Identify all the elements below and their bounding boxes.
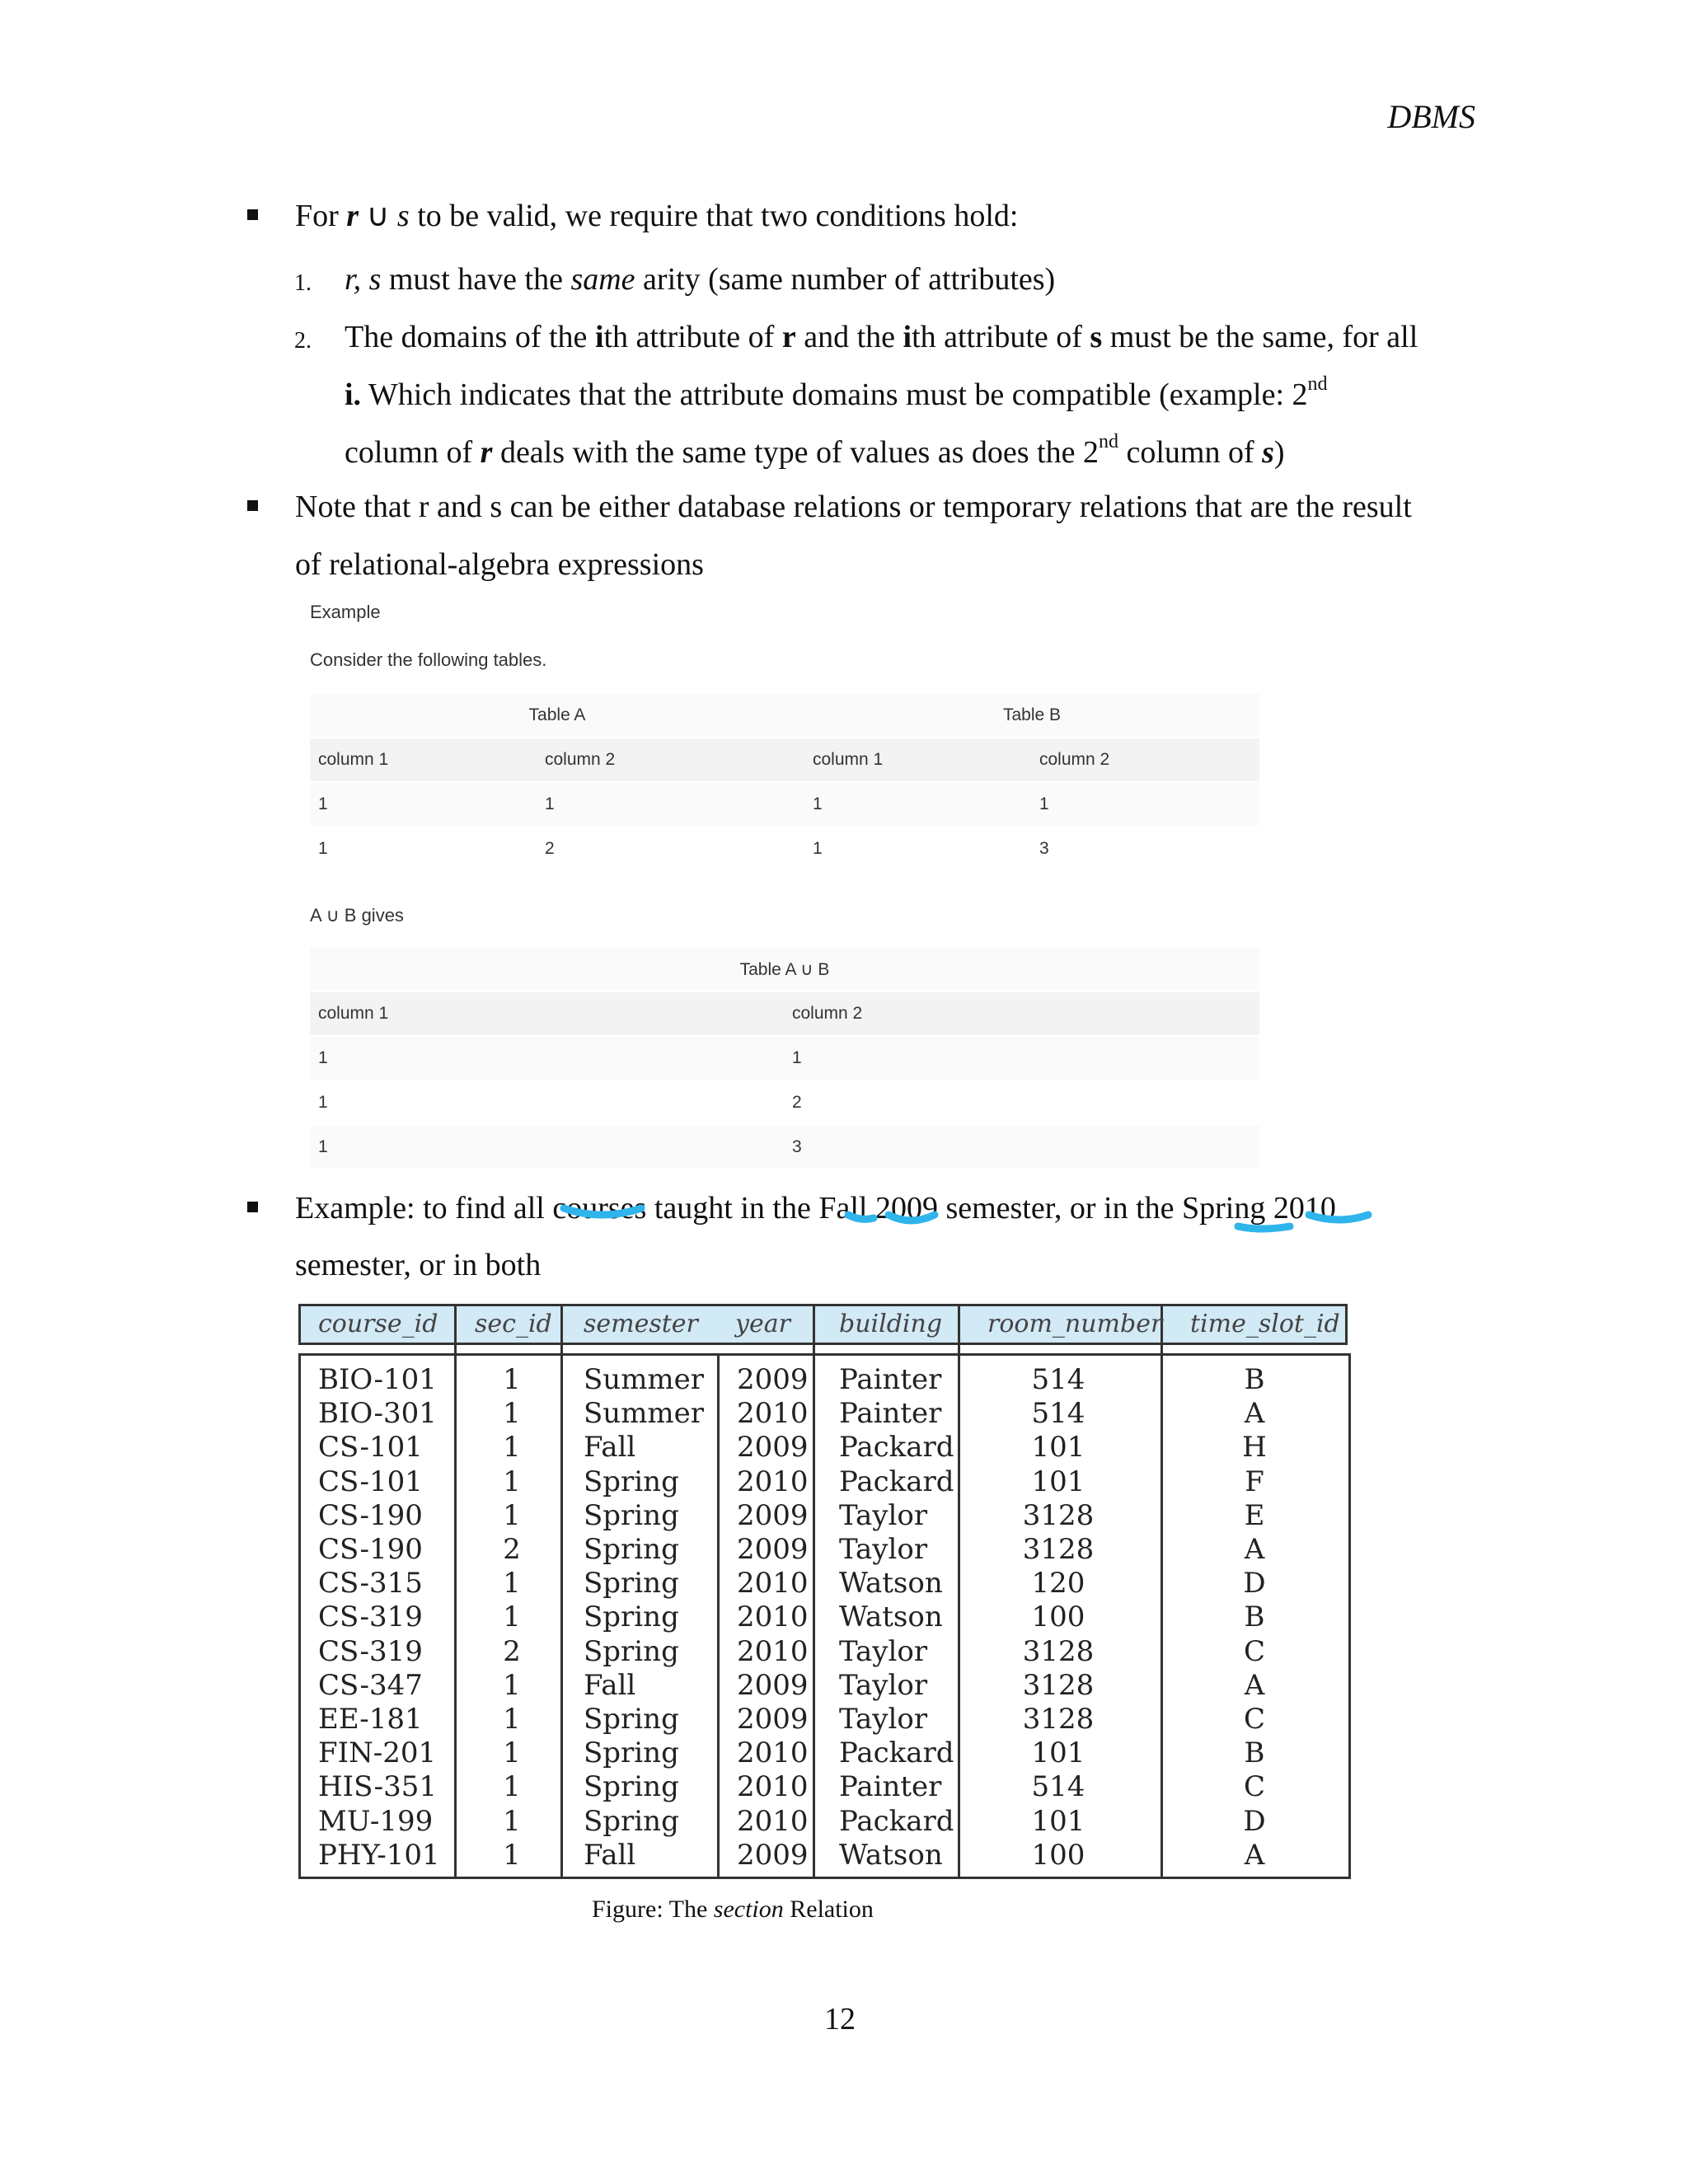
table-cell: 3128 bbox=[1022, 1498, 1095, 1532]
text: column of bbox=[1118, 435, 1263, 470]
table-cell: 1 bbox=[503, 1804, 521, 1838]
union-table bbox=[310, 948, 1259, 1170]
table-cell: D bbox=[1243, 1567, 1266, 1601]
table-cell: A bbox=[1244, 1668, 1265, 1702]
example-table-ab bbox=[310, 694, 1259, 872]
text: i bbox=[594, 320, 604, 354]
text: must be the same, for all bbox=[1102, 320, 1418, 354]
text: section bbox=[713, 1896, 784, 1923]
table-cell: 514 bbox=[1031, 1363, 1085, 1396]
table-cell: MU-199 bbox=[318, 1804, 434, 1838]
table-cell: BIO-301 bbox=[318, 1397, 437, 1431]
table-cell: 1 bbox=[310, 827, 537, 871]
table-cell: B bbox=[1244, 1736, 1265, 1770]
table-cell: Spring bbox=[584, 1533, 679, 1567]
table-cell: Packard bbox=[839, 1736, 954, 1770]
column-divider bbox=[958, 1304, 960, 1879]
column-divider bbox=[1160, 1304, 1163, 1879]
column-divider bbox=[560, 1304, 563, 1879]
text: The domains of the bbox=[345, 320, 595, 354]
table-cell: Spring bbox=[584, 1465, 679, 1498]
table-cell: 1 bbox=[503, 1397, 521, 1431]
table-cell: CS-347 bbox=[318, 1668, 423, 1702]
union-table-title: Table A ∪ B bbox=[310, 948, 1259, 991]
table-cell: Painter bbox=[839, 1397, 942, 1431]
table-cell: Spring bbox=[584, 1703, 679, 1736]
table-cell: Taylor bbox=[839, 1634, 928, 1668]
table-cell: 1 bbox=[503, 1668, 521, 1702]
underline-spring bbox=[1238, 1226, 1290, 1229]
example-title: Example bbox=[310, 602, 381, 622]
table-cell: 120 bbox=[1031, 1567, 1085, 1601]
table-cell: H bbox=[1242, 1431, 1267, 1465]
table-cell: 1 bbox=[503, 1431, 521, 1465]
table-cell: CS-190 bbox=[318, 1498, 423, 1532]
table-cell: E bbox=[1244, 1498, 1265, 1532]
table-cell: 2010 bbox=[737, 1567, 809, 1601]
table-cell: 2010 bbox=[737, 1770, 809, 1804]
item-domains-line3 bbox=[345, 431, 1285, 470]
text: and the bbox=[795, 320, 903, 354]
header-room-number: room_number bbox=[987, 1310, 1163, 1338]
table-cell: 1 bbox=[503, 1770, 521, 1804]
section-relation-table bbox=[298, 1304, 1351, 1879]
table-cell: 3 bbox=[1031, 827, 1259, 871]
table-cell: Spring bbox=[584, 1770, 679, 1804]
table-row bbox=[310, 782, 1259, 827]
table-cell: Fall bbox=[584, 1431, 636, 1465]
bullet-union-condition bbox=[295, 200, 1018, 232]
table-cell: Fall bbox=[584, 1668, 636, 1702]
table-cell: Painter bbox=[839, 1363, 942, 1396]
column-divider bbox=[454, 1304, 457, 1879]
text: Figure: The bbox=[592, 1896, 714, 1923]
table-cell: HIS-351 bbox=[318, 1770, 438, 1804]
page-number: 12 bbox=[824, 2002, 856, 2036]
table-header-cell: column 2 bbox=[784, 991, 1259, 1036]
table-header-cell: column 2 bbox=[1031, 738, 1259, 782]
word-fall: Fall bbox=[818, 1191, 868, 1226]
table-cell: 2010 bbox=[737, 1465, 809, 1498]
column-divider bbox=[717, 1353, 720, 1879]
table-a-title: Table A bbox=[310, 694, 804, 738]
table-cell: D bbox=[1243, 1804, 1266, 1838]
table-cell: 3128 bbox=[1022, 1634, 1095, 1668]
table-cell: 101 bbox=[1031, 1736, 1085, 1770]
table-cell: Spring bbox=[584, 1634, 679, 1668]
table-cell: C bbox=[1243, 1634, 1265, 1668]
table-cell: 1 bbox=[503, 1465, 521, 1498]
word-2010: 2010 bbox=[1273, 1191, 1336, 1226]
header-time-slot-id: time_slot_id bbox=[1190, 1310, 1340, 1338]
figure-caption bbox=[592, 1896, 874, 1924]
table-row bbox=[310, 827, 1259, 871]
table-b-title: Table B bbox=[804, 694, 1259, 738]
table-cell: 2 bbox=[503, 1533, 521, 1567]
text bbox=[867, 1191, 875, 1226]
table-cell: Taylor bbox=[839, 1703, 928, 1736]
text: Which indicates that the attribute domains must be compatible (example: 2 bbox=[361, 377, 1308, 412]
text: r, s bbox=[345, 262, 382, 297]
word-2009: 2009 bbox=[874, 1191, 938, 1226]
bullet-note-line2: of relational-algebra expressions bbox=[295, 547, 704, 582]
table-cell: 2009 bbox=[737, 1431, 809, 1465]
text: ∪ bbox=[359, 199, 397, 233]
table-row bbox=[310, 1125, 1259, 1169]
table-cell: Summer bbox=[584, 1363, 705, 1396]
table-cell: Spring bbox=[584, 1601, 679, 1634]
table-cell: 2 bbox=[503, 1634, 521, 1668]
header-building: building bbox=[839, 1310, 943, 1338]
table-cell: 1 bbox=[784, 1036, 1259, 1080]
table-cell: BIO-101 bbox=[318, 1363, 437, 1396]
text: same bbox=[570, 262, 635, 297]
table-header-cell: column 1 bbox=[804, 738, 1031, 782]
table-cell: 514 bbox=[1031, 1770, 1085, 1804]
table-cell: 101 bbox=[1031, 1465, 1085, 1498]
table-cell: Fall bbox=[584, 1838, 636, 1872]
table-cell: A bbox=[1244, 1533, 1265, 1567]
table-cell: Packard bbox=[839, 1804, 954, 1838]
table-cell: PHY-101 bbox=[318, 1838, 440, 1872]
table-cell: Spring bbox=[584, 1498, 679, 1532]
table-cell: 1 bbox=[503, 1703, 521, 1736]
column-sec-id bbox=[499, 1363, 524, 1872]
table-cell: 101 bbox=[1031, 1804, 1085, 1838]
column-course-id bbox=[318, 1363, 440, 1872]
table-cell: Spring bbox=[584, 1804, 679, 1838]
table-cell: 1 bbox=[537, 782, 804, 827]
item-domains-line1 bbox=[345, 321, 1418, 353]
header-year: year bbox=[735, 1310, 790, 1338]
union-label: A ∪ B gives bbox=[310, 905, 404, 926]
table-cell: 514 bbox=[1031, 1397, 1085, 1431]
bullet-example-line1 bbox=[295, 1193, 1336, 1224]
table-cell: 1 bbox=[503, 1498, 521, 1532]
table-cell: FIN-201 bbox=[318, 1736, 437, 1770]
table-cell: EE-181 bbox=[318, 1703, 423, 1736]
table-cell: 1 bbox=[1031, 782, 1259, 827]
column-divider bbox=[813, 1304, 815, 1879]
table-cell: 1 bbox=[503, 1567, 521, 1601]
text: s bbox=[1090, 320, 1103, 354]
table-cell: 2010 bbox=[737, 1804, 809, 1838]
table-cell: 1 bbox=[310, 1080, 784, 1125]
text: th attribute of bbox=[912, 320, 1090, 354]
table-cell: 2010 bbox=[737, 1397, 809, 1431]
text: deals with the same type of values as does the 2 bbox=[492, 435, 1099, 470]
table-row bbox=[310, 694, 1259, 738]
table-cell: Spring bbox=[584, 1736, 679, 1770]
table-cell: Summer bbox=[584, 1397, 705, 1431]
bullet-marker bbox=[247, 500, 258, 511]
table-cell: A bbox=[1244, 1397, 1265, 1431]
text: For bbox=[295, 199, 347, 233]
table-cell: A bbox=[1244, 1838, 1265, 1872]
table-cell: 3128 bbox=[1022, 1533, 1095, 1567]
column-time-slot-id bbox=[1238, 1363, 1271, 1872]
text: nd bbox=[1307, 373, 1328, 395]
table-row bbox=[310, 948, 1259, 991]
table-cell: 1 bbox=[310, 1036, 784, 1080]
column-building bbox=[839, 1363, 954, 1872]
table-cell: 2010 bbox=[737, 1736, 809, 1770]
table-cell: Packard bbox=[839, 1431, 954, 1465]
word-courses: courses bbox=[552, 1191, 647, 1226]
text: Example: to find all bbox=[295, 1191, 553, 1226]
text: must have the bbox=[381, 262, 571, 297]
table-cell: 3128 bbox=[1022, 1703, 1095, 1736]
text: semester, or in the bbox=[937, 1191, 1182, 1226]
table-cell: 3128 bbox=[1022, 1668, 1095, 1702]
table-cell: 1 bbox=[503, 1601, 521, 1634]
table-cell: 100 bbox=[1031, 1838, 1085, 1872]
table-cell: 2009 bbox=[737, 1838, 809, 1872]
column-semester bbox=[584, 1363, 704, 1872]
bullet-marker bbox=[247, 1202, 258, 1212]
table-cell: F bbox=[1245, 1465, 1264, 1498]
table-cell: B bbox=[1244, 1363, 1265, 1396]
bullet-note-line1: Note that r and s can be either database relations or temporary relations that are the result bbox=[295, 490, 1412, 524]
table-cell: B bbox=[1244, 1601, 1265, 1634]
table-cell: 2009 bbox=[737, 1363, 809, 1396]
column-room-number bbox=[1017, 1363, 1100, 1872]
text: ) bbox=[1273, 435, 1285, 470]
table-cell: 2010 bbox=[737, 1601, 809, 1634]
table-header-cell: column 1 bbox=[310, 991, 784, 1036]
text: column of bbox=[345, 435, 481, 470]
text: Relation bbox=[783, 1896, 874, 1923]
table-row bbox=[310, 991, 1259, 1036]
table-cell: C bbox=[1243, 1770, 1265, 1804]
text: nd bbox=[1098, 431, 1118, 452]
table-cell: 2 bbox=[784, 1080, 1259, 1125]
table-cell: Watson bbox=[839, 1567, 943, 1601]
table-cell: Watson bbox=[839, 1838, 943, 1872]
table-cell: 2010 bbox=[737, 1634, 809, 1668]
table-cell: CS-315 bbox=[318, 1567, 423, 1601]
bullet-marker bbox=[247, 209, 258, 220]
text: r bbox=[781, 320, 796, 354]
table-cell: 1 bbox=[310, 1125, 784, 1169]
text: arity (same number of attributes) bbox=[635, 262, 1056, 297]
bullet-example-line2: semester, or in both bbox=[295, 1248, 542, 1282]
text: i. bbox=[345, 377, 362, 412]
table-cell: 1 bbox=[503, 1838, 521, 1872]
table-cell: 1 bbox=[804, 782, 1031, 827]
text: s bbox=[1262, 435, 1274, 470]
table-cell: 3 bbox=[784, 1125, 1259, 1169]
text: r bbox=[480, 435, 493, 470]
table-cell: 2 bbox=[537, 827, 804, 871]
table-cell: Taylor bbox=[839, 1533, 928, 1567]
table-cell: 2009 bbox=[737, 1533, 809, 1567]
item-same-arity bbox=[345, 264, 1055, 295]
table-cell: 100 bbox=[1031, 1601, 1085, 1634]
text: i bbox=[903, 320, 912, 354]
table-header-cell: column 1 bbox=[310, 738, 537, 782]
table-cell: Watson bbox=[839, 1601, 943, 1634]
table-cell: C bbox=[1243, 1703, 1265, 1736]
table-row bbox=[310, 738, 1259, 782]
table-cell: Packard bbox=[839, 1465, 954, 1498]
table-cell: 1 bbox=[503, 1736, 521, 1770]
header-semester: semester bbox=[584, 1310, 698, 1338]
text: taught in the bbox=[646, 1191, 819, 1226]
text: s bbox=[396, 199, 410, 233]
text: th attribute of bbox=[603, 320, 782, 354]
table-cell: 2009 bbox=[737, 1668, 809, 1702]
table-cell: 1 bbox=[503, 1363, 521, 1396]
text: r bbox=[346, 199, 359, 233]
example-intro: Consider the following tables. bbox=[310, 649, 547, 670]
word-spring: Spring bbox=[1182, 1191, 1266, 1226]
table-cell: Painter bbox=[839, 1770, 942, 1804]
item-domains-line2 bbox=[345, 373, 1328, 412]
text bbox=[1265, 1191, 1273, 1226]
column-year bbox=[737, 1363, 809, 1872]
text: to be valid, we require that two conditions hold: bbox=[409, 199, 1019, 233]
table-cell: 2009 bbox=[737, 1498, 809, 1532]
table-cell: CS-101 bbox=[318, 1465, 423, 1498]
header-sec-id: sec_id bbox=[475, 1310, 552, 1338]
header-title: DBMS bbox=[1387, 98, 1475, 135]
table-cell: 2009 bbox=[737, 1703, 809, 1736]
table-cell: CS-319 bbox=[318, 1601, 423, 1634]
table-cell: 101 bbox=[1031, 1431, 1085, 1465]
table-row bbox=[310, 1080, 1259, 1125]
table-cell: CS-101 bbox=[318, 1431, 423, 1465]
table-cell: CS-190 bbox=[318, 1533, 423, 1567]
table-row bbox=[310, 1036, 1259, 1080]
table-header-cell: column 2 bbox=[537, 738, 804, 782]
table-cell: CS-319 bbox=[318, 1634, 423, 1668]
table-cell: 1 bbox=[310, 782, 537, 827]
header-course-id: course_id bbox=[318, 1310, 438, 1338]
item-number: 2. bbox=[294, 328, 312, 354]
table-cell: Taylor bbox=[839, 1498, 928, 1532]
table-cell: Taylor bbox=[839, 1668, 928, 1702]
item-number: 1. bbox=[294, 270, 312, 296]
table-cell: Spring bbox=[584, 1567, 679, 1601]
table-cell: 1 bbox=[804, 827, 1031, 871]
